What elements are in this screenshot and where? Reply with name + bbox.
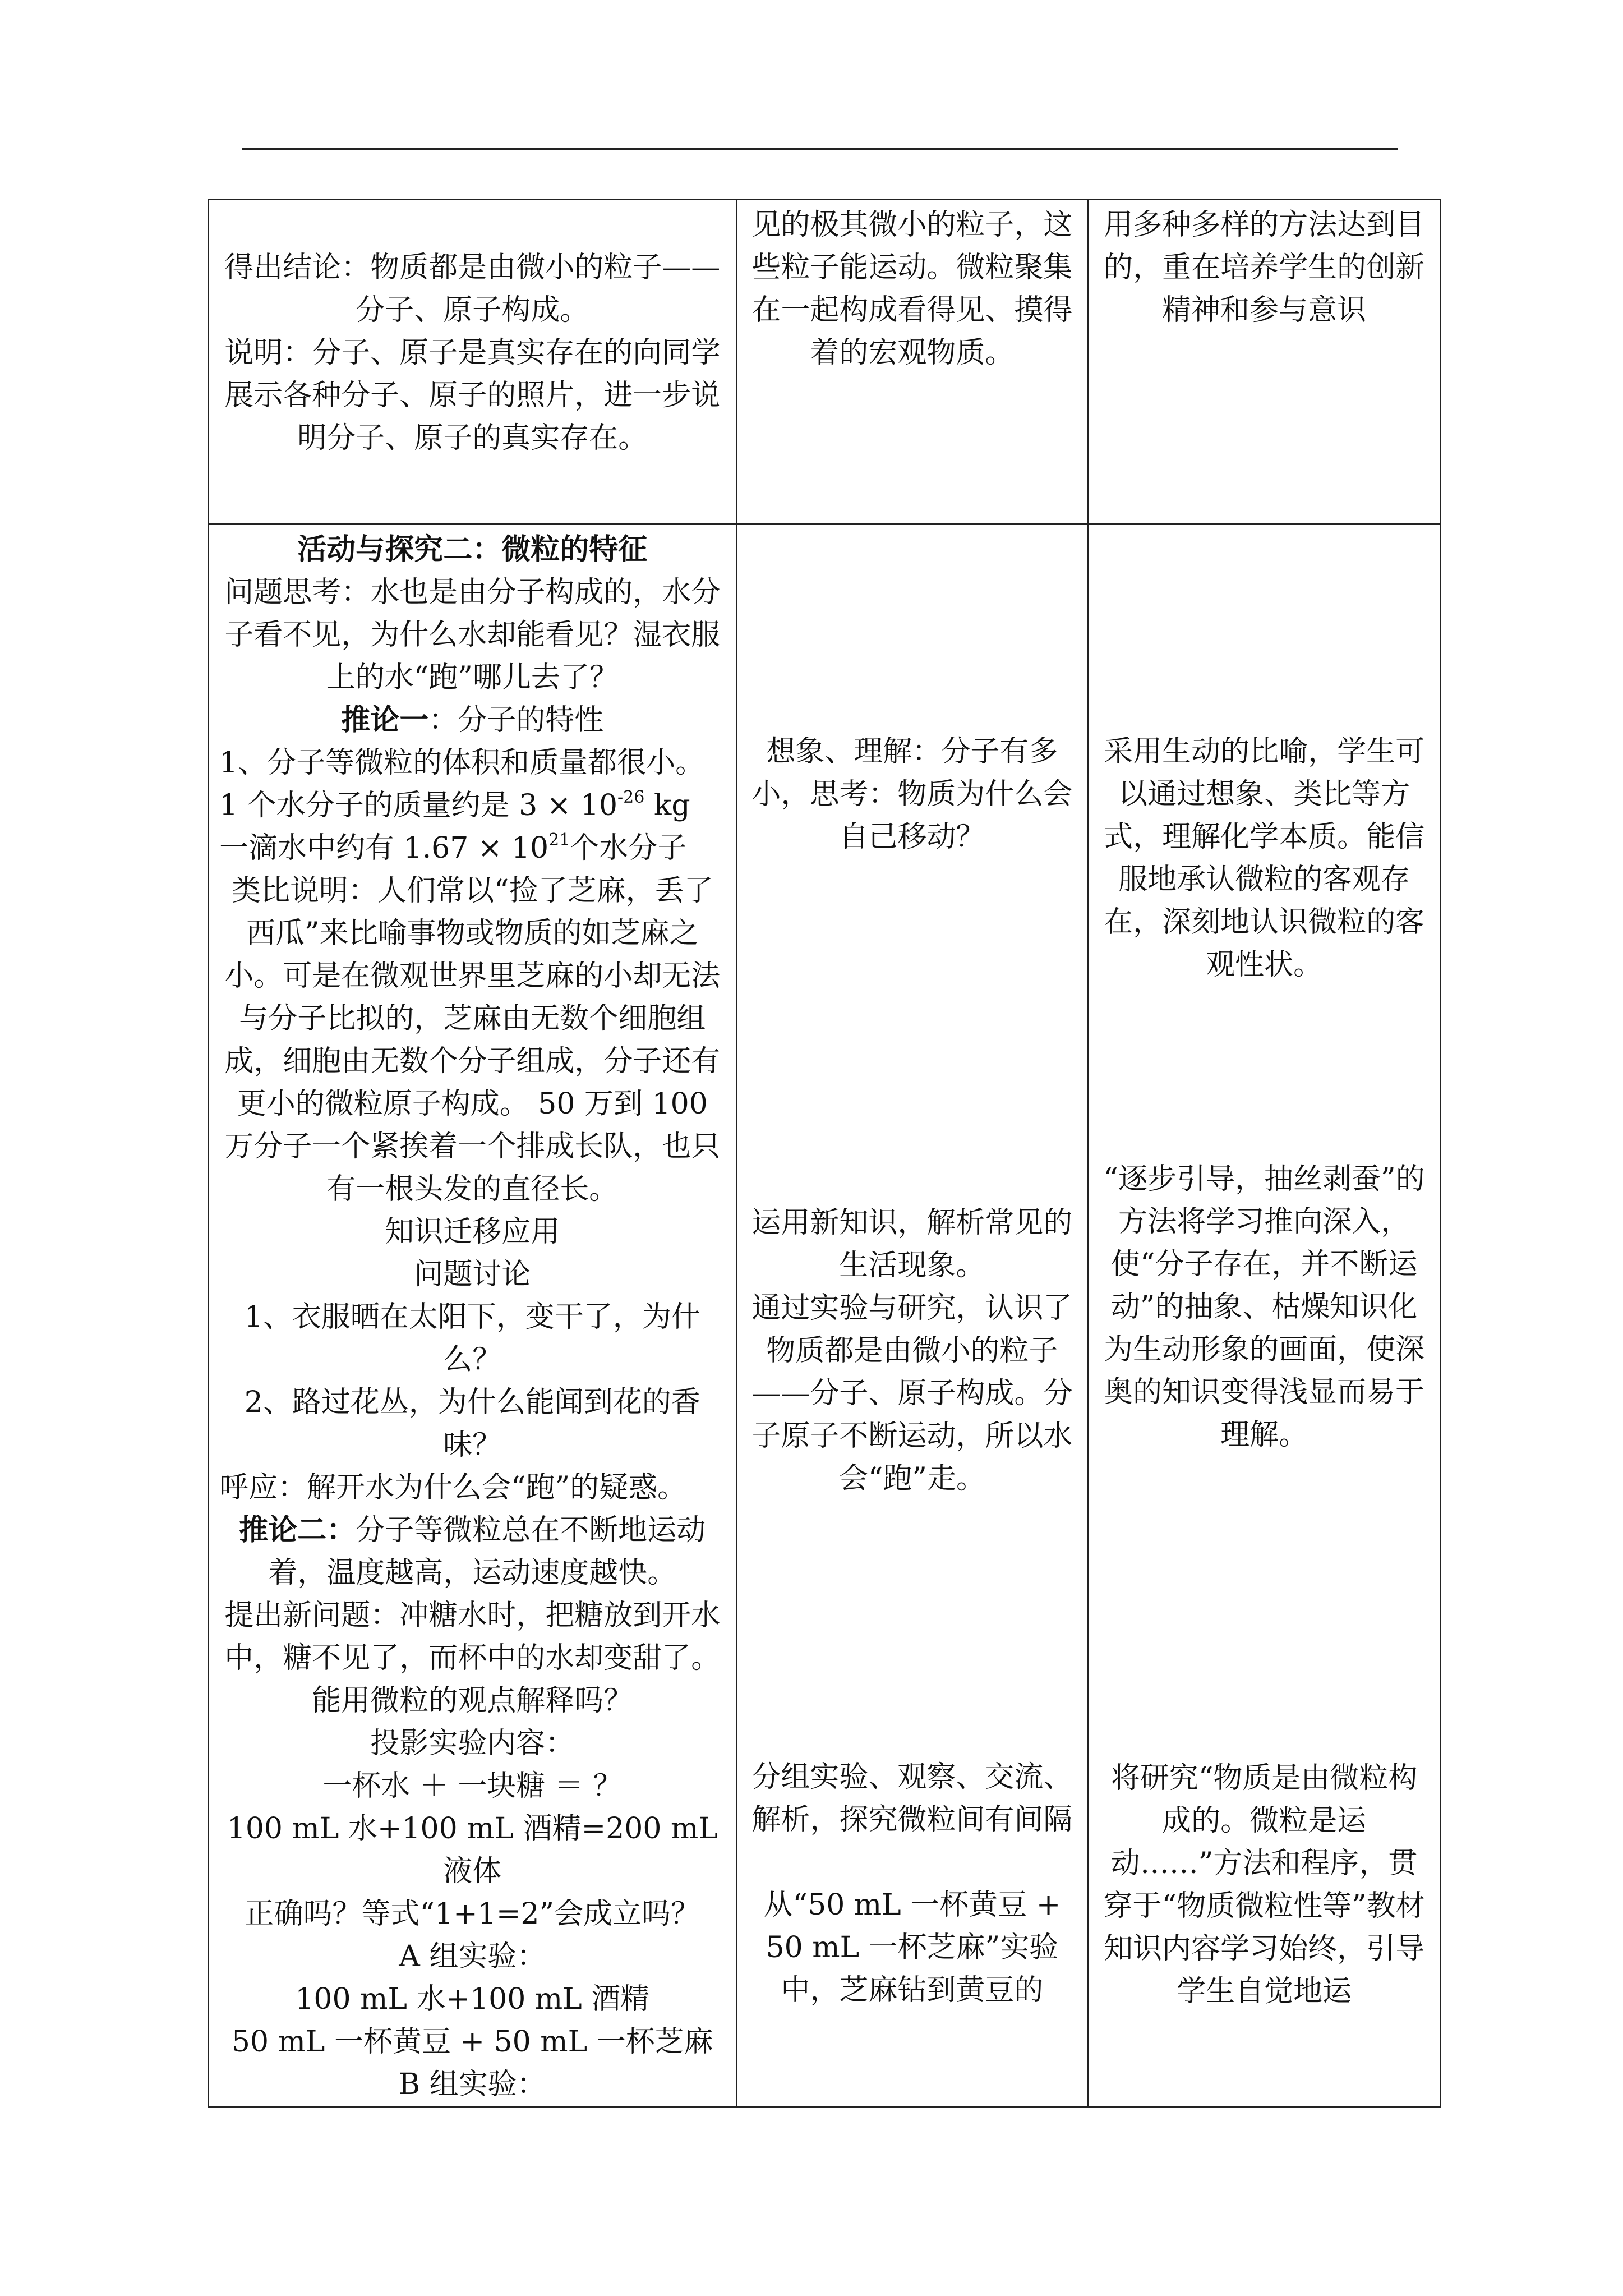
molecule-mass-unit: kg xyxy=(644,789,690,822)
table-row xyxy=(209,524,1441,2107)
conclusion-text: 得出结论：物质都是由微小的粒子——分子、原子构成。 xyxy=(224,251,721,327)
header-rule xyxy=(242,148,1398,150)
drop-count-exponent: 21 xyxy=(548,830,570,850)
point-one: 1、分子等微粒的体积和质量都很小。 xyxy=(219,746,705,780)
section-title: 活动与探究二：微粒的特征 xyxy=(297,533,648,567)
group-a-line-1: 100 mL 水+100 mL 酒精 xyxy=(295,1982,650,2016)
transfer-title: 知识迁移应用 xyxy=(385,1215,560,1249)
inference-one-text: ：分子的特性 xyxy=(428,703,604,737)
inference-two-label: 推论二： xyxy=(239,1513,356,1547)
table-row xyxy=(209,200,1441,524)
student-activity-cell xyxy=(736,524,1088,2107)
correct-question: 正确吗？等式“1+1=2”会成立吗？ xyxy=(245,1897,700,1931)
molecule-mass-prefix: 1 个水分子的质量约是 3 × 10 xyxy=(219,789,618,822)
equation-sugar: 一杯水 ＋ 一块糖 ＝ ？ xyxy=(322,1769,623,1803)
research-method-text: 将研究“物质是由微粒构成的。微粒是运动……”方法和程序，贯穿于“物质微粒性等”教材知识内容学习始终，引导学生自觉地运 xyxy=(1103,1761,1425,2008)
drop-count xyxy=(219,827,726,869)
metaphor-text: 采用生动的比喻，学生可以通过想象、类比等方式，理解化学本质。能信服地承认微粒的客观存在，深刻地认识微粒的客观性状。 xyxy=(1104,735,1425,982)
design-intent-cell xyxy=(1088,200,1441,524)
stepwise-text: “逐步引导，抽丝剥蚕”的方法将学习推向深入，使“分子存在，并不断运动”的抽象、枯燥知识化为生动形象的画面，使深奥的知识变得浅显而易于理解。 xyxy=(1103,1162,1425,1452)
question-text: 问题思考：水也是由分子构成的，水分子看不见，为什么水却能看见？湿衣服上的水“跑”哪儿去了？ xyxy=(224,576,721,694)
student-activity-text: 见的极其微小的粒子，这些粒子能运动。微粒聚集在一起构成看得见、摸得着的宏观物质。 xyxy=(751,208,1073,370)
design-intent-cell xyxy=(1088,524,1441,2107)
design-intent-text: 用多种多样的方法达到目的，重在培养学生的创新精神和参与意识 xyxy=(1104,208,1425,327)
inference-two xyxy=(219,1509,726,1594)
group-b-label: B 组实验： xyxy=(398,2068,546,2101)
molecule-mass xyxy=(219,784,726,827)
group-a-line-2: 50 mL 一杯黄豆 + 50 mL 一杯芝麻 xyxy=(231,2025,713,2059)
imagine-text: 想象、理解：分子有多小，思考：物质为什么会自己移动？ xyxy=(751,735,1073,854)
equation-alcohol: 100 mL 水+100 mL 酒精=200 mL 液体 xyxy=(227,1812,718,1888)
inference-two-text: 分子等微粒总在不断地运动着，温度越高，运动速度越快。 xyxy=(268,1513,706,1590)
drop-count-prefix: 一滴水中约有 1.67 × 10 xyxy=(219,831,549,865)
teacher-activity-cell xyxy=(209,200,737,524)
echo-text: 呼应：解开水为什么会“跑”的疑惑。 xyxy=(219,1471,687,1504)
group-experiment-text: 分组实验、观察、交流、解析，探究微粒间有间隔 xyxy=(751,1760,1073,1837)
new-question-text: 提出新问题：冲糖水时，把糖放到开水中，糖不见了，而杯中的水却变甜了。能用微粒的观点解释吗？ xyxy=(224,1599,721,1718)
group-a-label: A 组实验： xyxy=(399,1940,546,1973)
drop-count-suffix: 个水分子 xyxy=(570,831,687,865)
discussion-question-1: 1、衣服晒在太阳下，变干了，为什么？ xyxy=(244,1300,700,1377)
lesson-plan-table xyxy=(208,199,1441,2108)
explanation-text: 说明：分子、原子是真实存在的向同学展示各种分子、原子的照片，进一步说明分子、原子的真实存在。 xyxy=(224,336,721,455)
beans-experiment-text: 从“50 mL 一杯黄豆 + 50 mL 一杯芝麻”实验中，芝麻钻到黄豆的 xyxy=(763,1888,1061,2007)
inference-one xyxy=(219,699,726,742)
discussion-question-2: 2、路过花丛，为什么能闻到花的香味？ xyxy=(244,1386,700,1462)
teacher-activity-cell xyxy=(209,524,737,2107)
discussion-title: 问题讨论 xyxy=(414,1258,531,1291)
research-text: 通过实验与研究，认识了物质都是由微小的粒子——分子、原子构成。分子原子不断运动，所以水会“跑”走。 xyxy=(751,1291,1073,1496)
molecule-mass-exponent: -26 xyxy=(617,788,645,807)
student-activity-cell xyxy=(736,200,1088,524)
analogy-text: 类比说明：人们常以“捡了芝麻，丢了西瓜”来比喻事物或物质的如芝麻之小。可是在微观世界里芝麻的小却无法与分子比拟的，芝麻由无数个细胞组成，细胞由无数个分子组成，分子还有更小的微粒原子构成。 50 万到 100 万分子一个紧挨着一个排成长队，也只有一根头发的直径长。 xyxy=(224,874,721,1206)
projection-label: 投影实验内容： xyxy=(370,1727,575,1760)
inference-one-label: 推论一 xyxy=(341,703,429,737)
apply-text: 运用新知识，解析常见的生活现象。 xyxy=(751,1206,1073,1282)
